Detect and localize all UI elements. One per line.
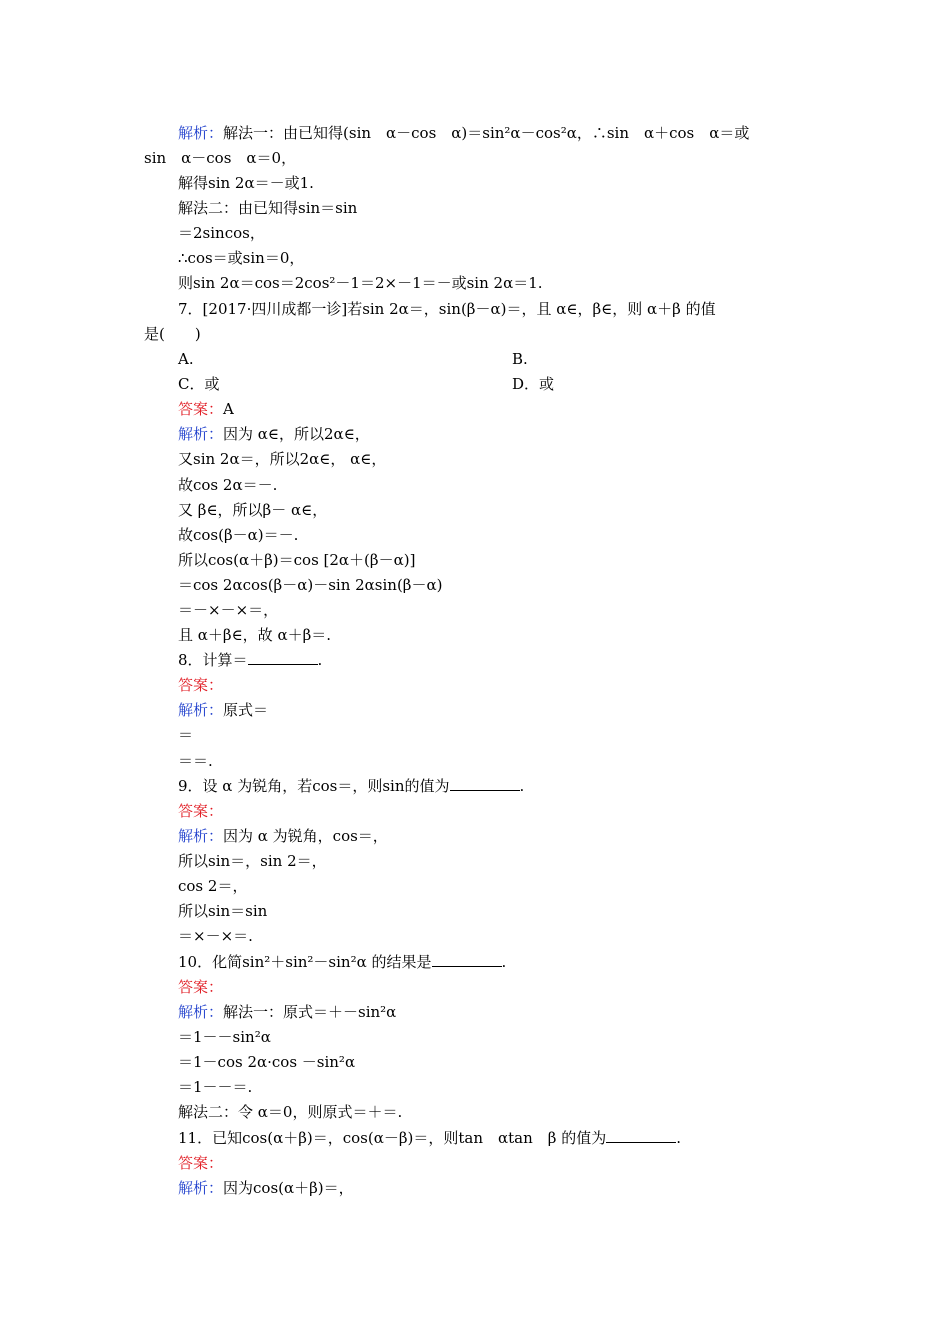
answer-blank [450,776,520,791]
solution-7-line-1: 解析：因为 α∈，所以2α∈， [178,425,370,443]
answer-9 [178,801,223,821]
question-8: 8．计算＝ . [178,651,323,669]
question-9: 9．设 α 为锐角，若cos＝，则sin的值为 . [178,777,525,795]
analysis-label: 解析： [178,701,224,719]
solution-7-line-8: ＝－×－×＝， [178,601,279,619]
solution-9-line-1: 解析：因为 α 为锐角，cos＝， [178,827,388,845]
answer-label: 答案： [178,1154,224,1172]
analysis-label: 解析： [178,1003,224,1021]
analysis-label: 解析： [178,425,224,443]
solution-6-line-1: 解析：解法一：由已知得(sin α－cos α)＝sin²α－cos²α，∴sin α＋cos α＝或 [178,124,750,142]
solution-6-line-2: sin α－cos α＝0， [144,149,297,167]
solution-7-line-9: 且 α＋β∈，故 α＋β＝. [178,626,332,644]
answer-label: 答案： [178,400,224,418]
solution-8-line-1: 解析：原式＝ [178,701,269,719]
solution-6-line-4: 解法二：由已知得sin＝sin [178,199,358,217]
solution-8-line-2: ＝ [178,726,194,744]
answer-8 [178,675,223,695]
solution-7-line-5: 故cos(β－α)＝－. [178,526,299,544]
answer-11 [178,1153,223,1173]
analysis-label: 解析： [178,1179,224,1197]
solution-9-line-4: 所以sin＝sin [178,902,268,920]
analysis-label: 解析： [178,124,224,142]
solution-7-line-2: 又sin 2α＝，所以2α∈， α∈， [178,450,387,468]
solution-6-line-5: ＝2sincos， [178,224,265,242]
question-11: 11．已知cos(α＋β)＝，cos(α－β)＝，则tan αtan β 的值为 . [178,1129,681,1147]
solution-7-line-6: 所以cos(α＋β)＝cos [2α＋(β－α)] [178,551,416,569]
question-7-line-2: 是( ) [144,325,201,343]
solution-8-line-3: ＝＝. [178,752,213,770]
option-d: D．或 [512,375,555,393]
answer-10 [178,977,223,997]
answer-blank [606,1128,676,1143]
analysis-label: 解析： [178,827,224,845]
solution-10-line-1: 解析：解法一：原式＝＋－sin²α [178,1003,397,1021]
option-a: A. [178,350,194,368]
solution-10-line-4: ＝1－－＝. [178,1078,253,1096]
answer-blank [432,952,502,967]
solution-9-line-3: cos 2＝， [178,877,248,895]
option-b: B. [512,350,528,368]
answer-blank [248,650,318,665]
solution-11-line-1: 解析：因为cos(α＋β)＝， [178,1179,354,1197]
solution-9-line-5: ＝×－×＝. [178,927,253,945]
answer-7: 答案：A [178,400,234,418]
solution-7-line-3: 故cos 2α＝－. [178,476,278,494]
answer-label: 答案： [178,978,224,996]
solution-6-line-3: 解得sin 2α＝－或1. [178,174,314,192]
question-7-line-1: 7．[2017·四川成都一诊]若sin 2α＝，sin(β－α)＝，且 α∈，β∈，则 α＋β 的值 [178,300,716,318]
solution-9-line-2: 所以sin＝，sin 2＝， [178,852,327,870]
answer-label: 答案： [178,802,224,820]
solution-10-line-2: ＝1－－sin²α [178,1028,271,1046]
option-c: C．或 [178,375,220,393]
question-10: 10．化简sin²＋sin²－sin²α 的结果是 . [178,953,507,971]
solution-7-line-4: 又 β∈，所以β－ α∈， [178,501,328,519]
solution-6-line-7: 则sin 2α＝cos＝2cos²－1＝2×－1＝－或sin 2α＝1. [178,274,543,292]
solution-10-line-5: 解法二：令 α＝0，则原式＝＋＝. [178,1103,403,1121]
solution-6-line-6: ∴cos＝或sin＝0， [178,249,305,267]
answer-label: 答案： [178,676,224,694]
solution-7-line-7: ＝cos 2αcos(β－α)－sin 2αsin(β－α) [178,576,443,594]
solution-10-line-3: ＝1－cos 2α·cos －sin²α [178,1053,356,1071]
